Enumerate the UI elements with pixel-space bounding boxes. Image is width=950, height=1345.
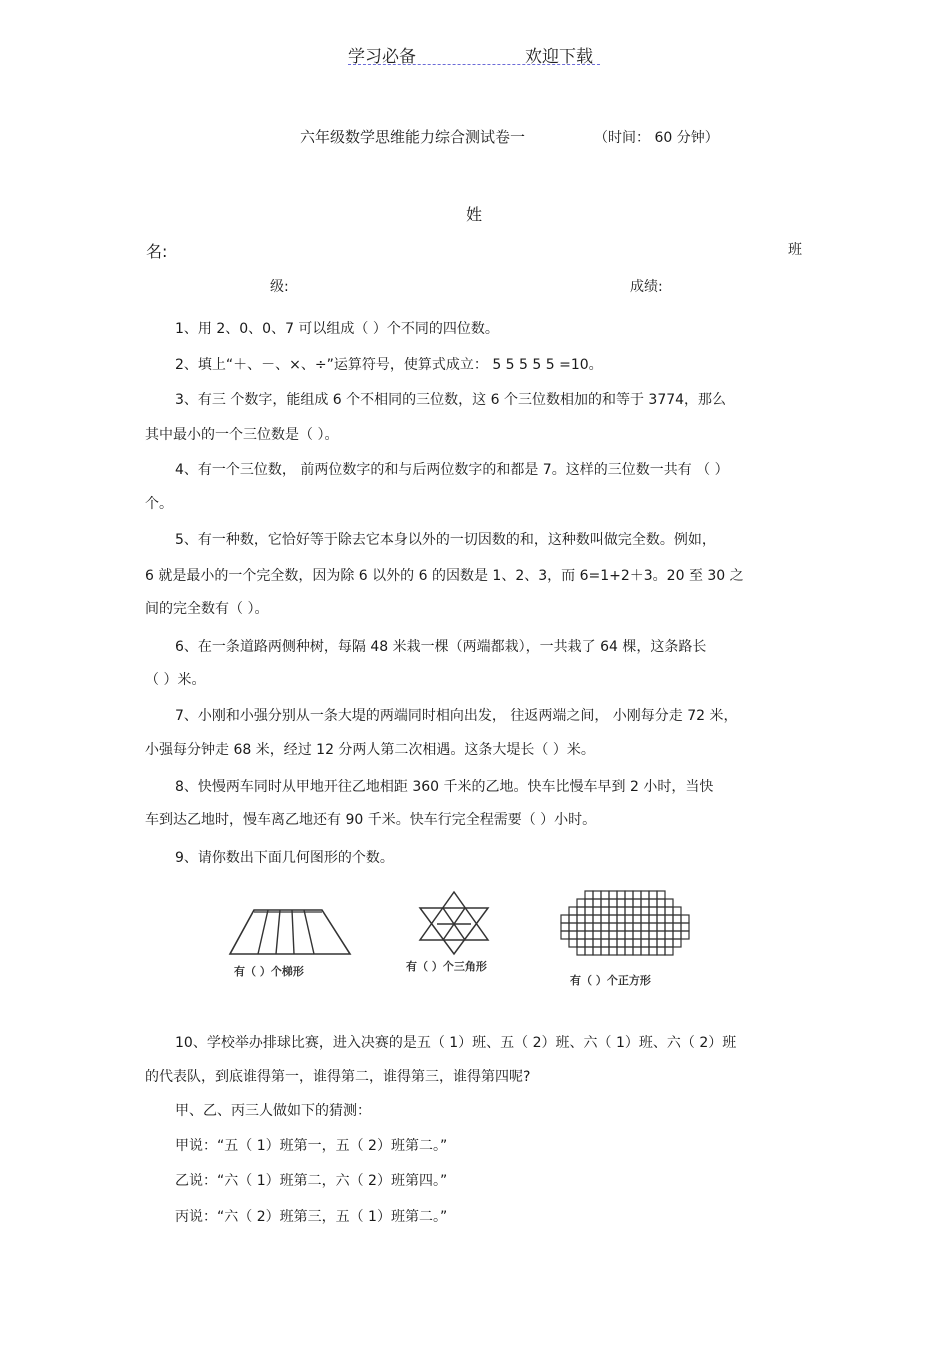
grid-square bbox=[585, 907, 593, 915]
grid-square bbox=[649, 907, 657, 915]
grid-square bbox=[625, 915, 633, 923]
grid-square bbox=[673, 931, 681, 939]
grid-square bbox=[601, 939, 609, 947]
grid-square bbox=[641, 947, 649, 955]
grid-square bbox=[601, 899, 609, 907]
grid-square bbox=[625, 947, 633, 955]
trapezoid-label: 有（ ）个梯形 bbox=[234, 965, 304, 978]
grid-square bbox=[681, 923, 689, 931]
grid-square bbox=[577, 947, 585, 955]
grid-square bbox=[673, 939, 681, 947]
grid-square bbox=[641, 915, 649, 923]
grid-square bbox=[657, 939, 665, 947]
grid-square bbox=[585, 939, 593, 947]
grid-square bbox=[601, 891, 609, 899]
grid-square bbox=[609, 915, 617, 923]
grid-square bbox=[593, 899, 601, 907]
grid-square bbox=[585, 947, 593, 955]
question-5-line1: 5、有一种数，它恰好等于除去它本身以外的一切因数的和，这种数叫做完全数。例如， bbox=[175, 532, 716, 548]
grid-square bbox=[617, 891, 625, 899]
grid-square bbox=[625, 931, 633, 939]
grid-square bbox=[585, 923, 593, 931]
grid-square bbox=[561, 931, 569, 939]
grid-square bbox=[609, 931, 617, 939]
grid-square bbox=[649, 923, 657, 931]
name-label-part1: 姓 bbox=[466, 205, 483, 224]
grid-square bbox=[665, 907, 673, 915]
grid-square bbox=[633, 939, 641, 947]
grid-square bbox=[617, 907, 625, 915]
grid-square bbox=[625, 907, 633, 915]
score-label: 成绩: bbox=[630, 279, 663, 295]
grid-square bbox=[609, 923, 617, 931]
grid-square bbox=[673, 923, 681, 931]
grid-square bbox=[601, 923, 609, 931]
grid-square bbox=[633, 947, 641, 955]
question-5-line3: 间的完全数有（ ）。 bbox=[145, 601, 269, 617]
grid-square bbox=[649, 915, 657, 923]
name-label-part2: 名: bbox=[146, 242, 168, 261]
question-8-line2: 车到达乙地时，慢车离乙地还有 90 千米。快车行完全程需要（ ）小时。 bbox=[145, 812, 597, 828]
question-10-line2: 的代表队，到底谁得第一，谁得第二，谁得第三，谁得第四呢? bbox=[145, 1069, 531, 1085]
grid-square bbox=[633, 915, 641, 923]
question-10-guess-jia: 甲说：“五（ 1）班第一，五（ 2）班第二。” bbox=[175, 1138, 448, 1154]
grid-square bbox=[601, 931, 609, 939]
grid-square bbox=[625, 923, 633, 931]
grid-square bbox=[657, 915, 665, 923]
question-10-guess-yi: 乙说：“六（ 1）班第二，六（ 2）班第四。” bbox=[175, 1173, 448, 1189]
grid-square bbox=[665, 899, 673, 907]
grid-square bbox=[649, 899, 657, 907]
question-6-line2: （ ）米。 bbox=[145, 672, 206, 688]
question-5-line2: 6 就是最小的一个完全数，因为除 6 以外的 6 的因数是 1、2、3，而 6=1+2＋3。20 至 30 之 bbox=[145, 568, 744, 584]
class-label-part2: 级: bbox=[270, 279, 289, 295]
grid-square bbox=[617, 947, 625, 955]
question-10-line1: 10、学校举办排球比赛，进入决赛的是五（ 1）班、五（ 2）班、六（ 1）班、六（ 2）班 bbox=[175, 1035, 737, 1051]
grid-square bbox=[585, 891, 593, 899]
grid-square bbox=[577, 907, 585, 915]
grid-square bbox=[625, 891, 633, 899]
grid-square bbox=[585, 899, 593, 907]
grid-square bbox=[593, 891, 601, 899]
question-4-line2: 个。 bbox=[145, 496, 173, 512]
grid-square bbox=[641, 899, 649, 907]
grid-square bbox=[609, 939, 617, 947]
question-10-guess-bing: 丙说：“六（ 2）班第三，五（ 1）班第二。” bbox=[175, 1209, 448, 1225]
grid-square bbox=[617, 939, 625, 947]
question-1: 1、用 2、0、0、7 可以组成（ ）个不同的四位数。 bbox=[175, 321, 499, 337]
header-divider bbox=[348, 64, 600, 65]
grid-square bbox=[577, 899, 585, 907]
grid-square bbox=[641, 931, 649, 939]
grid-square bbox=[665, 947, 673, 955]
grid-square bbox=[593, 939, 601, 947]
grid-square bbox=[593, 931, 601, 939]
grid-square bbox=[593, 923, 601, 931]
grid-square bbox=[609, 899, 617, 907]
grid-square bbox=[609, 891, 617, 899]
grid-square bbox=[633, 931, 641, 939]
grid-square bbox=[561, 923, 569, 931]
exam-title: 六年级数学思维能力综合测试卷一 bbox=[300, 128, 526, 146]
question-4-line1: 4、有一个三位数， 前两位数字的和与后两位数字的和都是 7。这样的三位数一共有 （ ） bbox=[175, 462, 729, 478]
trapezoid-figure bbox=[228, 902, 358, 962]
grid-square bbox=[665, 931, 673, 939]
grid-square bbox=[665, 915, 673, 923]
grid-square bbox=[649, 891, 657, 899]
question-8-line1: 8、快慢两车同时从甲地开往乙地相距 360 千米的乙地。快车比慢车早到 2 小时，当快 bbox=[175, 779, 714, 795]
grid-square bbox=[601, 947, 609, 955]
grid-square bbox=[641, 907, 649, 915]
grid-square bbox=[609, 947, 617, 955]
triangle-star-figure bbox=[412, 890, 496, 956]
grid-square bbox=[609, 907, 617, 915]
grid-square bbox=[665, 923, 673, 931]
question-3-line2: 其中最小的一个三位数是（ ）。 bbox=[145, 427, 339, 443]
grid-square bbox=[681, 931, 689, 939]
question-2: 2、填上“＋、－、×、÷”运算符号，使算式成立： 5 5 5 5 5 =10。 bbox=[175, 357, 603, 373]
grid-square bbox=[673, 915, 681, 923]
question-3-line1: 3、有三 个数字，能组成 6 个不相同的三位数，这 6 个三位数相加的和等于 3774，那么 bbox=[175, 392, 727, 408]
grid-square bbox=[633, 899, 641, 907]
grid-square bbox=[569, 915, 577, 923]
grid-square bbox=[673, 907, 681, 915]
grid-square bbox=[577, 923, 585, 931]
grid-square bbox=[601, 915, 609, 923]
question-7-line1: 7、小刚和小强分别从一条大堤的两端同时相向出发， 往返两端之间， 小刚每分走 72 米， bbox=[175, 708, 738, 724]
question-9: 9、请你数出下面几何图形的个数。 bbox=[175, 850, 394, 866]
grid-square bbox=[657, 923, 665, 931]
grid-square bbox=[633, 891, 641, 899]
grid-square bbox=[585, 931, 593, 939]
grid-square bbox=[577, 931, 585, 939]
grid-square bbox=[625, 939, 633, 947]
grid-square bbox=[617, 899, 625, 907]
question-6-line1: 6、在一条道路两侧种树，每隔 48 米栽一棵（两端都栽），一共栽了 64 棵，这条路长 bbox=[175, 639, 707, 655]
grid-square bbox=[681, 915, 689, 923]
grid-square bbox=[617, 931, 625, 939]
grid-square bbox=[641, 923, 649, 931]
exam-time: （时间： 60 分钟） bbox=[594, 130, 719, 146]
header-right: 欢迎下载 bbox=[525, 47, 593, 67]
grid-square bbox=[593, 907, 601, 915]
grid-square bbox=[593, 947, 601, 955]
grid-square bbox=[657, 899, 665, 907]
grid-square bbox=[577, 915, 585, 923]
grid-square bbox=[625, 899, 633, 907]
grid-square bbox=[633, 923, 641, 931]
question-7-line2: 小强每分钟走 68 米，经过 12 分两人第二次相遇。这条大堤长（ ）米。 bbox=[145, 742, 595, 758]
grid-square bbox=[633, 907, 641, 915]
grid-square bbox=[561, 915, 569, 923]
grid-square bbox=[569, 931, 577, 939]
grid-square bbox=[657, 907, 665, 915]
header-left: 学习必备 bbox=[348, 47, 416, 67]
class-label-part1: 班 bbox=[788, 242, 802, 258]
grid-square bbox=[649, 947, 657, 955]
grid-square bbox=[657, 931, 665, 939]
grid-square bbox=[585, 915, 593, 923]
grid-square bbox=[657, 891, 665, 899]
grid-square bbox=[649, 939, 657, 947]
grid-square bbox=[577, 939, 585, 947]
question-10-guess-intro: 甲、乙、丙三人做如下的猜测： bbox=[175, 1103, 371, 1119]
grid-square bbox=[665, 939, 673, 947]
grid-square bbox=[649, 931, 657, 939]
grid-square bbox=[657, 947, 665, 955]
grid-square bbox=[601, 907, 609, 915]
grid-square bbox=[617, 915, 625, 923]
grid-square bbox=[641, 939, 649, 947]
grid-square bbox=[641, 891, 649, 899]
square-grid-figure bbox=[558, 889, 692, 963]
grid-square bbox=[617, 923, 625, 931]
grid-square bbox=[569, 939, 577, 947]
grid-square bbox=[569, 923, 577, 931]
grid-square bbox=[569, 907, 577, 915]
grid-square bbox=[593, 915, 601, 923]
triangle-label: 有（ ）个三角形 bbox=[406, 960, 487, 973]
square-label: 有（ ）个正方形 bbox=[570, 974, 651, 987]
